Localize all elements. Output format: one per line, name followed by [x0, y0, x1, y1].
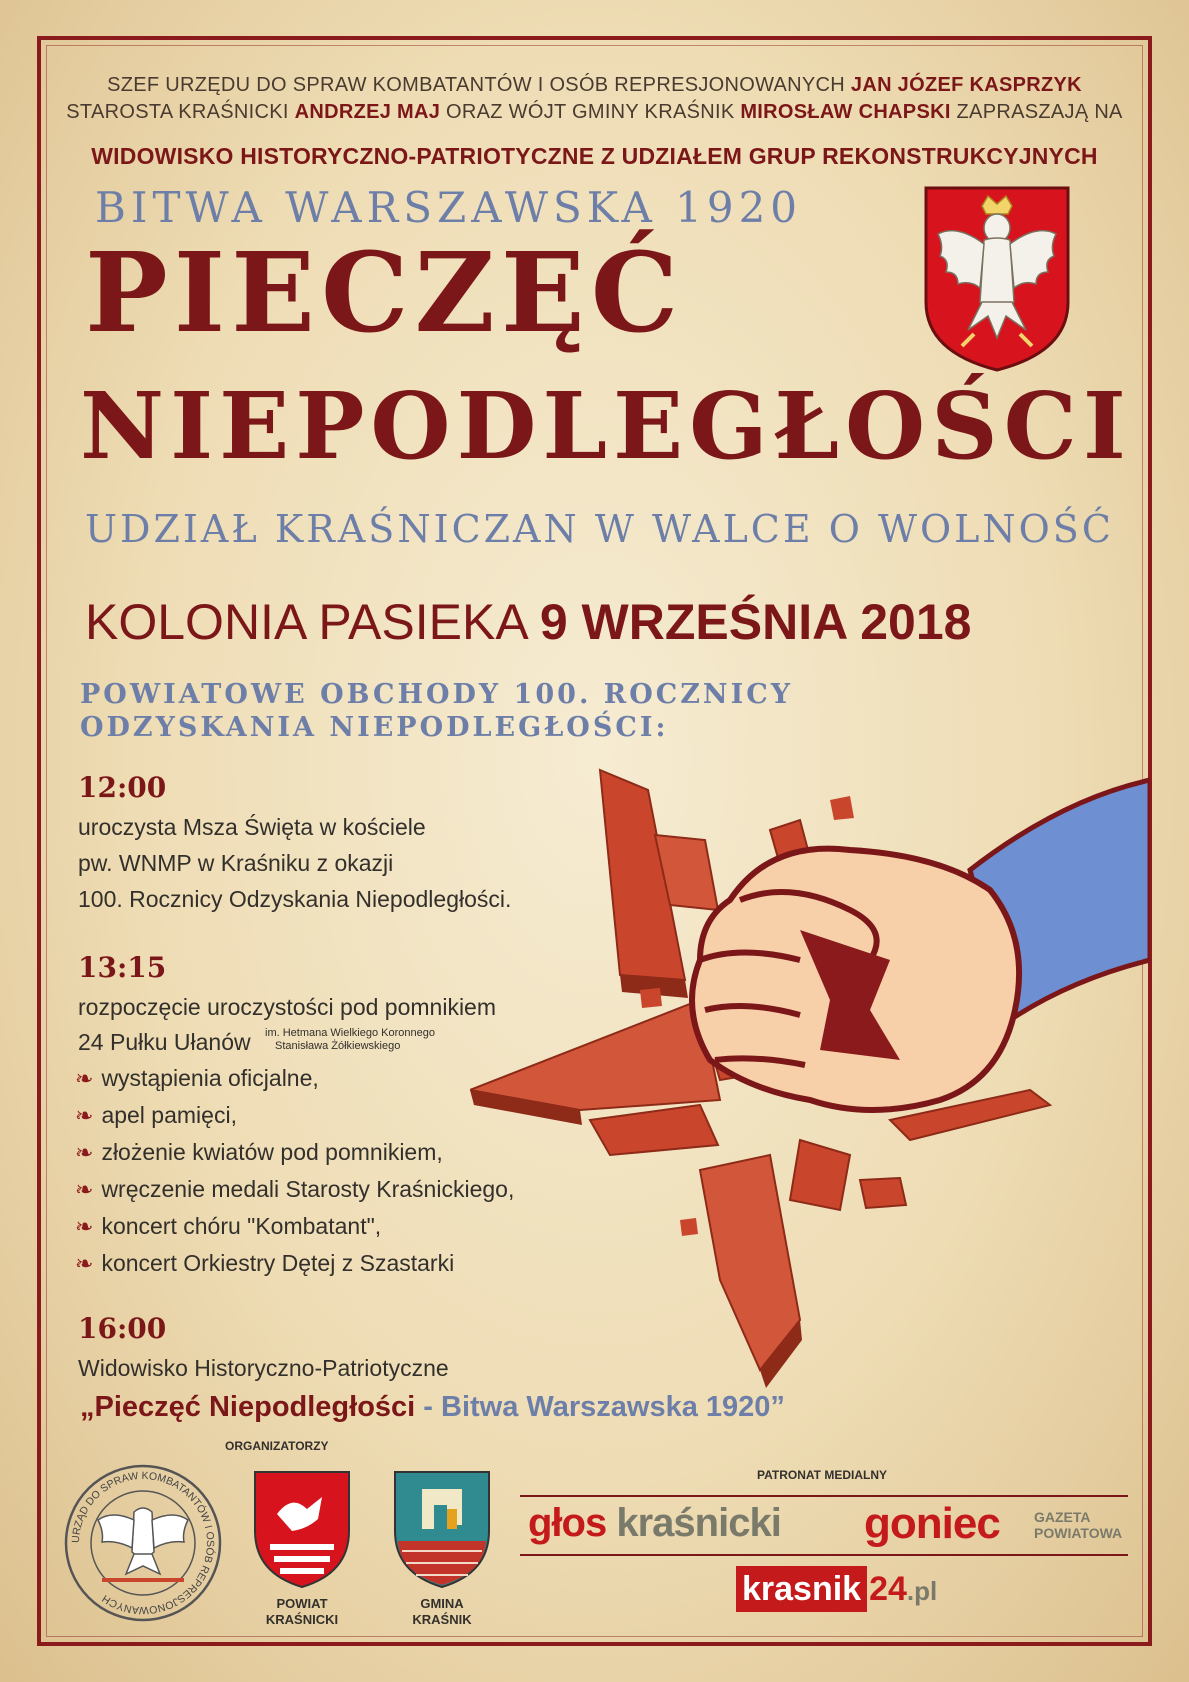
show-title-part: Bitwa Warszawska 1920” — [441, 1391, 785, 1423]
media-patronage-label: PATRONAT MEDIALNY — [757, 1468, 887, 1482]
obchody-heading-1: POWIATOWE OBCHODY 100. ROCZNICY — [80, 679, 793, 710]
ornament-bullet-icon: ❧ — [75, 1214, 94, 1239]
main-title-line-2: NIEPODLEGŁOŚCI — [80, 372, 1132, 480]
bullet-text: złożenie kwiatów pod pomnikiem, — [101, 1139, 443, 1165]
event-location: KOLONIA PASIEKA — [85, 594, 540, 650]
show-title-part: „Pieczęć Niepodległości — [80, 1391, 416, 1423]
media-divider — [520, 1495, 1128, 1497]
event-kind: WIDOWISKO HISTORYCZNO-PATRIOTYCZNE Z UDZIAŁEM GRUP REKONSTRUKCYJNYCH — [91, 143, 1098, 169]
main-title-line-1: PIECZĘĆ — [85, 228, 685, 357]
bullet-text: apel pamięci, — [101, 1102, 237, 1128]
event-2-time: 13:15 — [78, 951, 167, 984]
bullet-text: wystąpienia oficjalne, — [101, 1065, 319, 1091]
fist-icon — [692, 780, 1150, 1110]
event-location-date — [85, 593, 971, 651]
bullet-item — [75, 1208, 381, 1245]
krasnik24-word: krasnik — [736, 1566, 867, 1612]
gazeta-line: GAZETA — [1034, 1509, 1091, 1525]
gmina-krasnik-crest — [392, 1469, 492, 1589]
polish-eagle-emblem — [922, 184, 1072, 374]
invitation-line-1 — [0, 74, 1189, 97]
invitation-line-2 — [0, 101, 1189, 124]
invitation-text: ZAPRASZAJĄ NA — [950, 101, 1123, 123]
event-1-time: 12:00 — [78, 771, 167, 804]
event-2-line-2: 24 Pułku Ułanów — [78, 1029, 251, 1055]
gmina-label-line: GMINA — [420, 1596, 464, 1611]
bullet-item — [75, 1097, 237, 1134]
gmina-label — [392, 1596, 492, 1628]
event-date: 9 WRZEŚNIA 2018 — [539, 594, 972, 650]
ornament-bullet-icon: ❧ — [75, 1066, 94, 1091]
bullet-text: koncert chóru "Kombatant", — [101, 1213, 382, 1239]
powiat-krasnicki-crest — [252, 1469, 352, 1589]
show-title-dash: - — [415, 1391, 442, 1423]
event-1-line-1: uroczysta Msza Święta w kościele — [78, 814, 426, 840]
krasnik24-domain: .pl — [906, 1576, 938, 1606]
fist-breaking-star-illustration — [470, 760, 1150, 1400]
ornament-bullet-icon: ❧ — [75, 1103, 94, 1128]
event-2-note-1: im. Hetmana Wielkiego Koronnego — [265, 1027, 435, 1039]
glos-krasnicki-logo — [528, 1501, 781, 1546]
ornament-bullet-icon: ❧ — [75, 1177, 94, 1202]
gazeta-powiatowa-label — [1034, 1509, 1122, 1541]
invitation-text: STAROSTA KRAŚNICKI — [66, 101, 295, 123]
media-divider — [520, 1554, 1128, 1556]
battle-subtitle: BITWA WARSZAWSKA 1920 — [95, 183, 803, 232]
bullet-item — [75, 1060, 319, 1097]
ornament-bullet-icon: ❧ — [75, 1251, 94, 1276]
host-name: ANDRZEJ MAJ — [294, 101, 441, 123]
krasnicki-word: kraśnicki — [616, 1501, 781, 1545]
krasnik24-number: 24 — [869, 1570, 907, 1608]
invitation-text: ORAZ WÓJT GMINY KRAŚNIK — [440, 101, 741, 123]
udskior-seal-logo — [62, 1462, 224, 1624]
bullet-text: koncert Orkiestry Dętej z Szastarki — [101, 1250, 455, 1276]
bullet-item — [75, 1134, 443, 1171]
event-3-time: 16:00 — [78, 1312, 167, 1345]
obchody-heading-2: ODZYSKANIA NIEPODLEGŁOŚCI: — [80, 712, 669, 743]
event-2-note-2: Stanisława Żółkiewskiego — [275, 1040, 401, 1052]
glos-word: głos — [528, 1501, 617, 1545]
bullet-text: wręczenie medali Starosty Kraśnickiego, — [101, 1176, 515, 1202]
powiat-label-line: POWIAT — [276, 1596, 328, 1611]
host-name: JAN JÓZEF KASPRZYK — [850, 74, 1082, 96]
ornament-bullet-icon: ❧ — [75, 1140, 94, 1165]
host-name: MIROSŁAW CHAPSKI — [740, 101, 951, 123]
organizers-label: ORGANIZATORZY — [225, 1439, 329, 1453]
event-1-line-3: 100. Rocznicy Odzyskania Niepodległości. — [78, 886, 512, 912]
krasnik24-suffix — [867, 1566, 937, 1612]
bullet-item — [75, 1171, 514, 1208]
bullet-item — [75, 1245, 454, 1282]
powiat-label — [252, 1596, 352, 1628]
event-1-line-2: pw. WNMP w Kraśniku z okazji — [78, 850, 394, 876]
powiat-label-line: KRAŚNICKI — [265, 1612, 339, 1627]
gazeta-line: POWIATOWA — [1034, 1525, 1123, 1541]
seal-text: URZĄD DO SPRAW KOMBATANTÓW I OSÓB REPRESJONOWANYCH — [69, 1469, 217, 1617]
goniec-logo: goniec — [864, 1499, 1000, 1548]
invitation-text: SZEF URZĘDU DO SPRAW KOMBATANTÓW I OSÓB REPRESJONOWANYCH — [107, 74, 851, 96]
event-3-line-1: Widowisko Historyczno-Patriotyczne — [78, 1355, 449, 1381]
title-tagline: UDZIAŁ KRAŚNICZAN W WALCE O WOLNOŚĆ — [85, 507, 1114, 551]
gmina-label-line: KRAŚNIK — [412, 1612, 472, 1627]
event-2-line-1: rozpoczęcie uroczystości pod pomnikiem — [78, 994, 497, 1020]
krasnik24-logo — [736, 1566, 937, 1612]
